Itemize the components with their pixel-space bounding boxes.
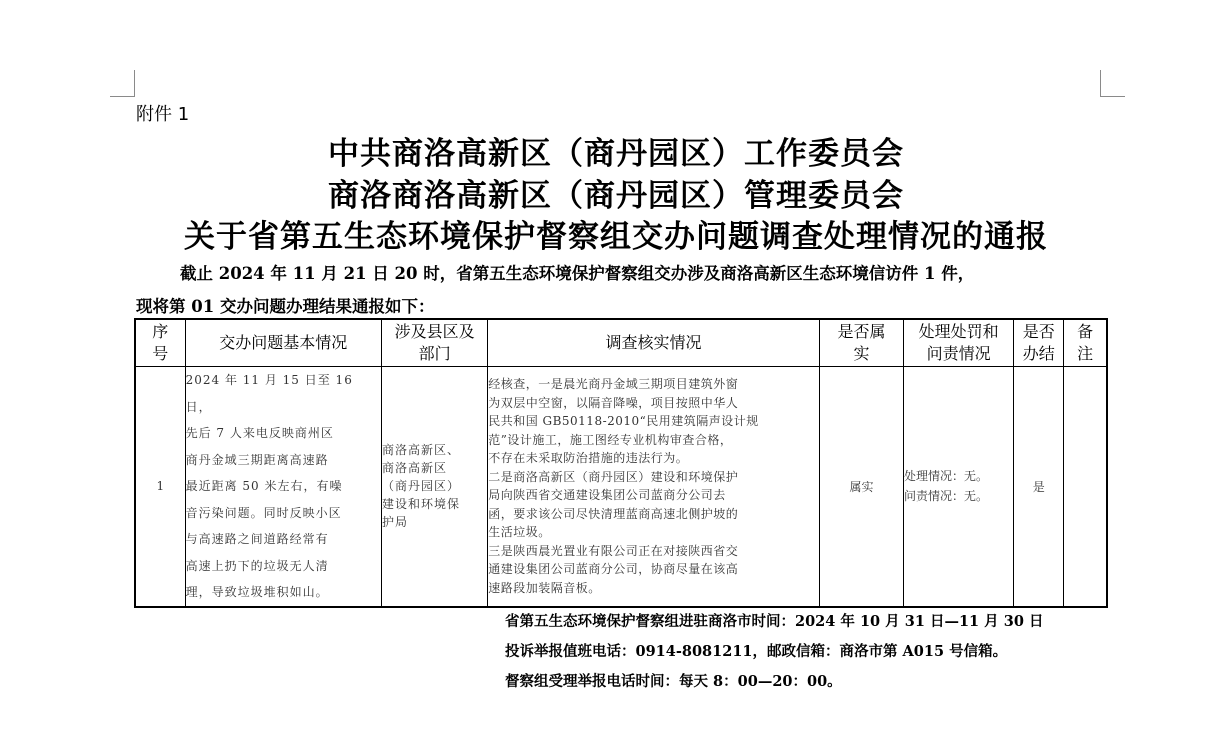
table-header-row xyxy=(135,319,1107,367)
cell-problem: 2024 年 11 月 15 日至 16 日， 先后 7 人来电反映商州区 商丹金域三期距离高速路 最近距离 50 米左右，有噪 音污染问题。同时反映小区 与高速路之间道路经常有 高速上扔下的垃圾无人清 理，导致垃圾堆积如山。 xyxy=(185,367,381,607)
title-line-3: 关于省第五生态环境保护督察组交办问题调查处理情况的通报 xyxy=(184,219,1048,255)
cell-verify: 经核查，一是晨光商丹金域三期项目建筑外窗 为双层中空窗，以隔音降噪，项目按照中华人 民共和国 GB50118-2010“民用建筑隔声设计规 范”设计施工，施工图经专业机构审查合格， 不存在未采取防治措施的违法行为。 二是商洛高新区（商丹园区）建设和环境保护 局向陕西省交通建设集团公司蓝商分公司去 函，要求该公司尽快清理蓝商高速北侧护坡的 生活垃圾。 三是陕西晨光置业有限公司正在对接陕西省交 通建设集团公司蓝商分公司，协商尽量在该高 速路段加装隔音板。 xyxy=(488,367,820,607)
cell-seq: 1 xyxy=(135,367,185,607)
header-penalty: 处理处罚和 问责情况 xyxy=(904,319,1014,367)
cell-closed: 是 xyxy=(1014,367,1064,607)
footer-inspection-period: 省第五生态环境保护督察组进驻商洛市时间：2024 年 10 月 31 日—11 月 30 日 xyxy=(505,613,1044,630)
header-closed: 是否 办结 xyxy=(1014,319,1064,367)
attachment-label: 附件 1 xyxy=(136,104,190,125)
cell-penalty: 处理情况：无。 问责情况：无。 xyxy=(904,367,1014,607)
header-problem: 交办问题基本情况 xyxy=(185,319,381,367)
header-is-true: 是否属 实 xyxy=(819,319,903,367)
header-seq: 序 号 xyxy=(135,319,185,367)
intro-line-1: 截止 2024 年 11 月 21 日 20 时，省第五生态环境保护督察组交办涉及商洛高新区生态环境信访件 1 件， xyxy=(180,264,975,283)
title-line-2: 商洛商洛高新区（商丹园区）管理委员会 xyxy=(328,178,904,214)
table-row xyxy=(135,367,1107,607)
cell-remark xyxy=(1064,367,1107,607)
cell-is-true: 属实 xyxy=(819,367,903,607)
title-line-1: 中共商洛高新区（商丹园区）工作委员会 xyxy=(328,136,904,172)
page-corner-mark-top-left xyxy=(110,70,135,97)
cell-dept: 商洛高新区、 商洛高新区 （商丹园区） 建设和环境保 护局 xyxy=(381,367,487,607)
footer-hotline: 投诉举报值班电话：0914-8081211，邮政信箱：商洛市第 A015 号信箱。 xyxy=(505,643,1008,660)
header-remark: 备 注 xyxy=(1064,319,1107,367)
footer-hotline-hours: 督察组受理举报电话时间：每天 8：00—20：00。 xyxy=(505,673,842,690)
header-dept: 涉及县区及 部门 xyxy=(381,319,487,367)
page-corner-mark-top-right xyxy=(1100,70,1125,97)
intro-line-2: 现将第 01 交办问题办理结果通报如下： xyxy=(136,297,435,316)
header-verify: 调查核实情况 xyxy=(488,319,820,367)
report-table xyxy=(134,318,1108,608)
